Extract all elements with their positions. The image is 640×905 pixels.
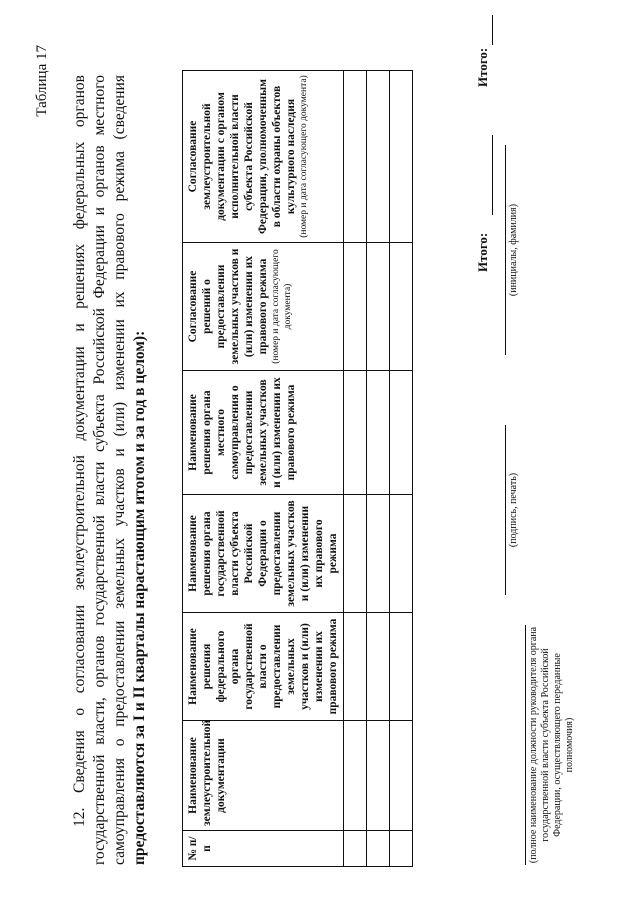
header-cell-note: (номер и дата согласующего документа) xyxy=(299,75,309,238)
table-row xyxy=(390,71,413,867)
section-text-bold: предоставляются за I и II кварталы нарастающим итогом и за год в целом): xyxy=(131,330,148,865)
total-blank-line xyxy=(492,15,493,45)
header-cell-note: (номер и дата согласующего документа) xyxy=(271,249,293,364)
name-caption: (инициалы, фамилия) xyxy=(508,203,519,297)
table-row xyxy=(344,71,367,867)
signature-line xyxy=(505,425,506,595)
total-label: Итого: xyxy=(475,232,490,272)
total-label: Итого: xyxy=(475,47,490,87)
total-blank-line xyxy=(492,135,493,215)
header-cell: № п/п xyxy=(183,831,344,867)
name-line xyxy=(505,145,506,355)
official-caption: (полное наименование должности руководителя органа государственной власти субъекта Российской Федерации, осуществляющего переданные полномочия) xyxy=(528,626,575,864)
table-header-row xyxy=(183,71,344,867)
header-cell: Наименование решения органа государственной власти субъекта Российской Федерации о предоставлении земельных участков и (или) изменении их правового режима xyxy=(183,495,344,613)
header-cell: Наименование решения федерального органа государственной власти о предоставлении земельных участков и (или) изменении их правового режима xyxy=(183,613,344,721)
section-number: 12. xyxy=(71,807,88,827)
agreements-table xyxy=(182,70,413,867)
header-cell xyxy=(183,71,344,243)
table-row xyxy=(367,71,390,867)
official-signature-line xyxy=(525,625,526,865)
header-cell xyxy=(183,243,344,371)
section-text: Сведения о согласовании землеустроительной документации и решениях федеральных органов государственной власти, органов государственной власти субъекта Российской Федерации и органов местного самоуправления о предоставлении земельных участков и (или) изменении их правового режима (сведения xyxy=(71,75,128,865)
section-heading xyxy=(70,75,150,865)
table-number-label: Таблица 17 xyxy=(34,45,50,117)
signature-caption: (подпись, печать) xyxy=(508,472,519,548)
header-cell: Наименование землеустроительной документации xyxy=(183,721,344,831)
header-cell-text: Согласование землеустроительной документации с органом исполнительной власти субъекта Российской Федерации, уполномоченным в области охраны объектов культурного наследия xyxy=(187,79,297,234)
header-cell: Наименование решения органа местного самоуправления о предоставлении земельных участков и (или) изменении их правового режима xyxy=(183,371,344,495)
header-cell-text: Согласование решений о предоставлении земельных участков и (или) изменении их правового режима xyxy=(187,248,269,365)
